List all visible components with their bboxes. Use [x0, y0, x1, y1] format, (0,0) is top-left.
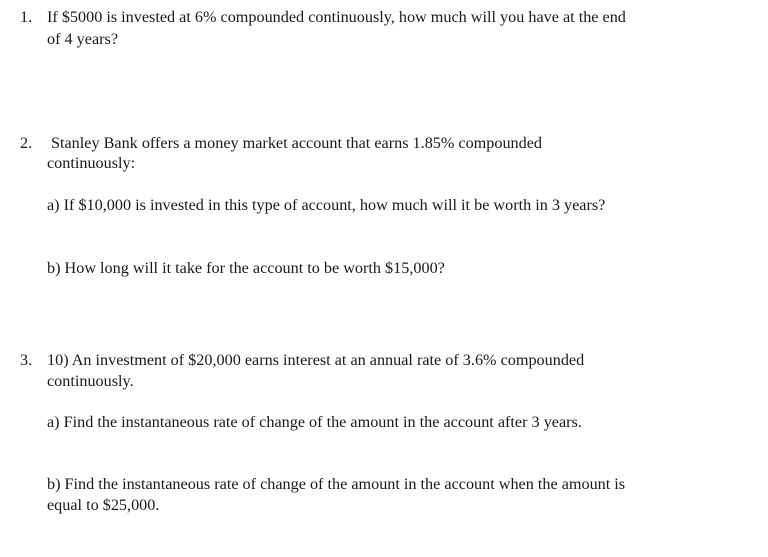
problem-2-number: 2.	[20, 134, 33, 152]
problem-1-number: 1.	[20, 8, 33, 26]
problem-2-text-line-2: continuously:	[47, 154, 136, 172]
problem-3-number: 3.	[20, 351, 33, 369]
problem-2-part-a: a) If $10,000 is invested in this type of account, how much will it be worth in 3 years?	[47, 196, 606, 214]
problem-3-text-line-2: continuously.	[47, 372, 134, 390]
problem-2-text-line-1: Stanley Bank offers a money market account that earns 1.85% compounded	[51, 134, 543, 152]
problem-2-part-b: b) How long will it take for the account to be worth $15,000?	[47, 259, 445, 277]
problem-1-text-line-2: of 4 years?	[47, 30, 119, 48]
problem-3-part-b-line-2: equal to $25,000.	[47, 496, 160, 514]
problem-3-part-a: a) Find the instantaneous rate of change of the amount in the account after 3 years.	[47, 413, 582, 431]
problem-3-text-line-1: 10) An investment of $20,000 earns interest at an annual rate of 3.6% compounded	[47, 351, 585, 369]
problem-3-part-b-line-1: b) Find the instantaneous rate of change of the amount in the account when the amount is	[47, 475, 626, 493]
problem-1-text-line-1: If $5000 is invested at 6% compounded continuously, how much will you have at the end	[47, 8, 626, 26]
